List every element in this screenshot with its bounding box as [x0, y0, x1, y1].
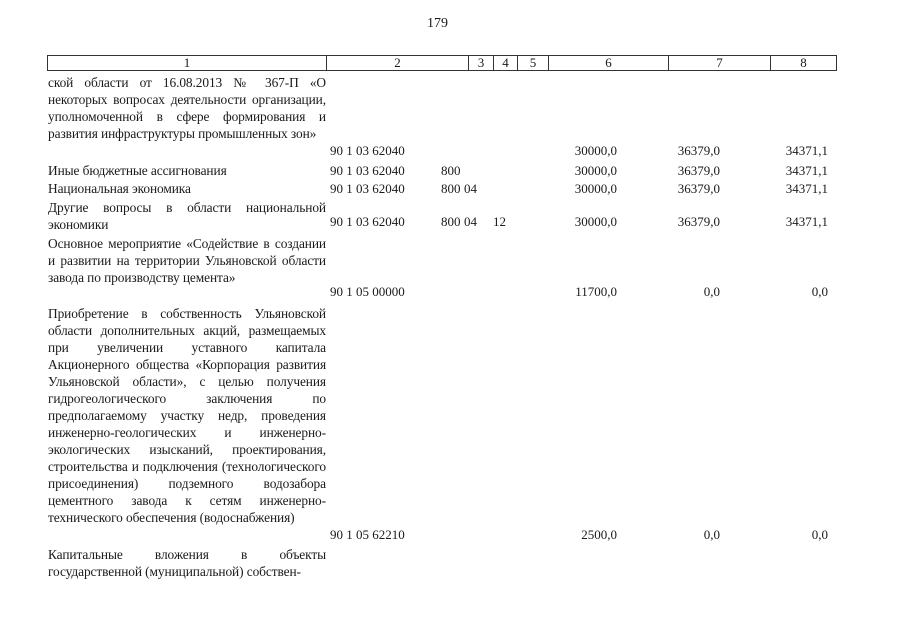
header-col-4: 4	[494, 56, 518, 70]
row-section: 04	[464, 181, 477, 196]
row-code: 90 1 03 62040	[330, 163, 405, 178]
row-description: Приобретение в собственность Ульяновской области дополнительных акций, размещаемых при увеличении уставного капитала Акционерного общества «Корпорация развития Ульяновской области», с целью получения гидрогеологического заключения по предполагаемому участку недр, проведения инженерно-геологических и инженерно-экологических изысканий, проектирования, строительства и подключения (технологического присоединения) подземного водозабора цементного завода к сетям инженерно-технического обеспечения (водоснабжения)	[48, 306, 326, 525]
row-code: 90 1 03 62040	[330, 214, 405, 229]
row-description: Национальная экономика	[48, 181, 191, 196]
header-col-2: 2	[327, 56, 469, 70]
header-col-7: 7	[669, 56, 771, 70]
header-col-1: 1	[48, 56, 327, 70]
header-col-5: 5	[518, 56, 549, 70]
row-value-7: 0,0	[703, 527, 720, 542]
row-description: Иные бюджетные ассигнования	[48, 163, 227, 178]
row-value-8: 34371,1	[785, 163, 828, 178]
header-col-6: 6	[549, 56, 669, 70]
row-expense-type: 800	[441, 214, 461, 229]
row-code: 90 1 05 00000	[330, 284, 405, 299]
row-value-6: 11700,0	[575, 284, 617, 299]
row-value-8: 34371,1	[785, 214, 828, 229]
row-description: ской области от 16.08.2013 № 367-П «О некоторых вопросах деятельности организации, уполномоченной в сфере формирования и развития инфраструктуры промышленных зон»	[48, 75, 326, 141]
row-value-6: 30000,0	[574, 163, 617, 178]
header-col-3: 3	[469, 56, 494, 70]
row-code: 90 1 03 62040	[330, 181, 405, 196]
row-value-8: 0,0	[811, 527, 828, 542]
row-value-8: 34371,1	[785, 143, 828, 158]
row-value-7: 36379,0	[677, 163, 720, 178]
row-code: 90 1 03 62040	[330, 143, 405, 158]
row-description: Другие вопросы в области национальной экономики	[48, 200, 326, 232]
page-number: 179	[427, 16, 448, 31]
row-code: 90 1 05 62210	[330, 527, 405, 542]
row-value-7: 36379,0	[677, 181, 720, 196]
row-value-7: 0,0	[703, 284, 720, 299]
row-description: Капитальные вложения в объекты государственной (муниципальной) собствен-	[48, 547, 326, 579]
row-value-7: 36379,0	[677, 143, 720, 158]
row-description: Основное мероприятие «Содействие в создании и развитии на территории Ульяновской области завода по производству цемента»	[48, 236, 326, 285]
row-value-8: 0,0	[811, 284, 828, 299]
row-subsection: 12	[493, 214, 506, 229]
row-value-6: 30000,0	[574, 143, 617, 158]
row-value-8: 34371,1	[785, 181, 828, 196]
row-expense-type: 800	[441, 181, 461, 196]
row-section: 04	[464, 214, 477, 229]
row-value-7: 36379,0	[677, 214, 720, 229]
header-col-8: 8	[800, 55, 807, 70]
table-header	[47, 55, 837, 71]
row-expense-type: 800	[441, 163, 461, 178]
row-value-6: 30000,0	[574, 181, 617, 196]
row-value-6: 30000,0	[574, 214, 617, 229]
row-value-6: 2500,0	[581, 527, 617, 542]
